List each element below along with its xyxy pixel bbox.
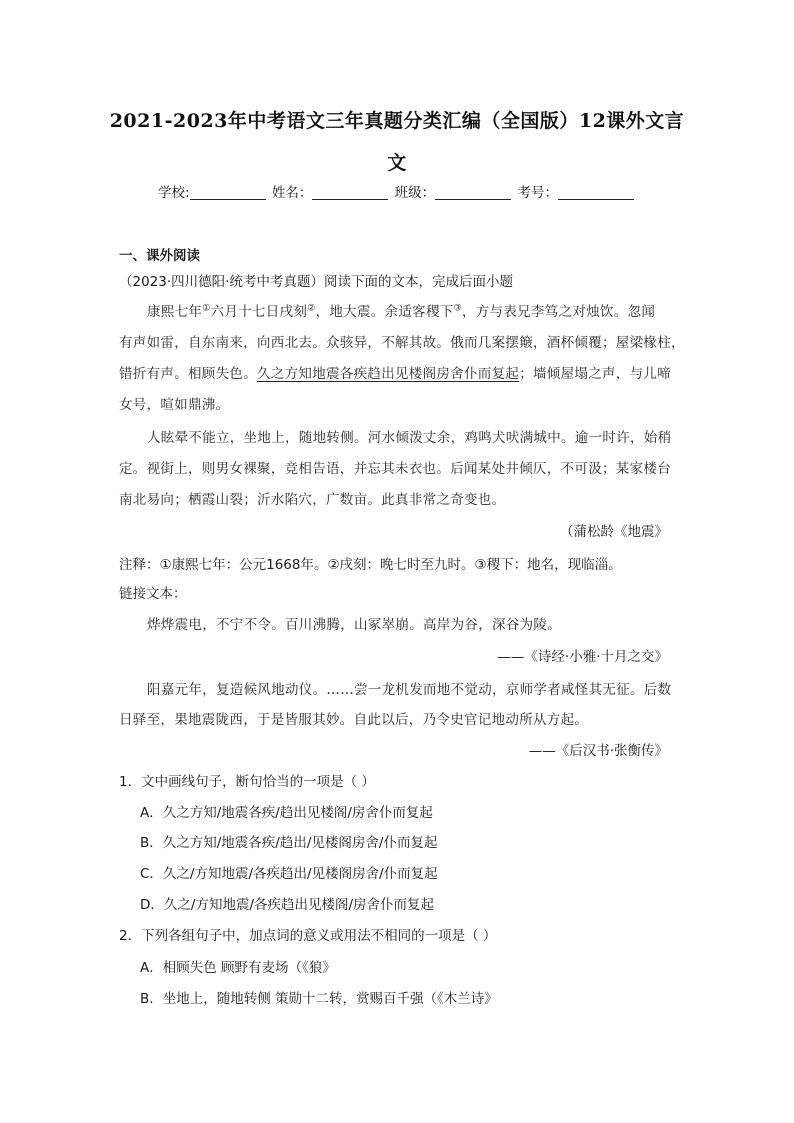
- passage-text: 康熙七年: [147, 304, 203, 320]
- name-blank[interactable]: [312, 185, 388, 200]
- passage-p1-line-3: [119, 362, 671, 382]
- section-heading: 一、课外阅读: [119, 248, 200, 264]
- footnote-marker: ②: [307, 303, 316, 314]
- passage-text: 六月十七日戌刻: [210, 304, 308, 320]
- passage-p1-line-1: [147, 300, 655, 320]
- school-blank[interactable]: [190, 185, 266, 200]
- passage-attribution: （蒲松龄《地震》: [560, 524, 668, 540]
- exam-number-label: 考号：: [517, 185, 558, 201]
- document-title-line-1: 2021-2023年中考语文三年真题分类汇编（全国版）12课外文言: [109, 110, 685, 132]
- student-info-row: [0, 181, 794, 201]
- question-2-stem: 2．下列各组句子中，加点词的意义或用法不相同的一项是（ ）: [119, 928, 497, 944]
- underlined-sentence: 久之方知地震各疾趋出见楼阁房舍仆而复起: [257, 366, 520, 382]
- question-2-option-b[interactable]: B．坐地上，随地转侧 策勋十二转，赏赐百千强（《木兰诗》: [140, 991, 498, 1007]
- question-1-option-c[interactable]: C．久之/方知地震/各疾趋出/见楼阁房舍/仆而复起: [140, 866, 438, 882]
- footnote-marker: ③: [453, 303, 462, 314]
- link-text-label: 链接文本：: [119, 586, 187, 602]
- link-source-2: ——《后汉书·张衡传》: [528, 743, 668, 759]
- passage-p1-line-4: 女号，喧如鼎沸。: [119, 397, 230, 413]
- passage-p2-line-2: 定。视街上，则男女裸聚，竞相告语，并忘其未衣也。后闻某处井倾仄，不可汲；某家楼台: [119, 461, 671, 477]
- exam-number-blank[interactable]: [558, 185, 634, 200]
- passage-text: ；墙倾屋塌之声，与儿啼: [519, 366, 672, 382]
- question-1-option-a[interactable]: A．久之方知/地震各疾/趋出见楼阁/房舍仆而复起: [140, 805, 433, 821]
- question-2-option-a[interactable]: A．相顾失色 顾野有麦场（《狼》: [140, 960, 336, 976]
- notes: 注释：①康熙七年：公元1668年。②戌刻：晚七时至九时。③稷下：地名，现临淄。: [119, 557, 622, 573]
- link-text-1: 烨烨震电，不宁不令。百川沸腾，山冢崒崩。高岸为谷，深谷为陵。: [147, 617, 561, 633]
- passage-text: 错折有声。相顾失色。: [119, 366, 257, 382]
- passage-p1-line-2: 有声如雷，自东南来，向西北去。众骇异，不解其故。俄而几案摆簸，酒杯倾覆；屋梁椽柱，: [119, 335, 685, 351]
- passage-p2-line-3: 南北易向；栖霞山裂；沂水陷穴，广数亩。此真非常之奇变也。: [119, 492, 506, 508]
- class-blank[interactable]: [435, 185, 511, 200]
- document-title-line-2: 文: [387, 152, 407, 174]
- school-label: 学校:: [158, 185, 190, 201]
- passage-text: ，方与表兄李笃之对烛饮。忽闻: [461, 304, 656, 320]
- passage-p2-line-1: 人眩晕不能立，坐地上，随地转侧。河水倾泼丈余，鸡鸣犬吠满城中。逾一时许，始稍: [147, 430, 672, 446]
- footnote-marker: ①: [202, 303, 211, 314]
- passage-text: ，地大震。余适客稷下: [315, 304, 454, 320]
- link-text-2-line-1: 阳嘉元年，复造候风地动仪。……尝一龙机发而地不觉动，京师学者咸怪其无征。后数: [147, 682, 672, 698]
- class-label: 班级：: [394, 185, 436, 201]
- question-1-option-d[interactable]: D．久之/方知地震/各疾趋出见楼阁/房舍仆而复起: [140, 897, 435, 913]
- name-label: 姓名：: [271, 185, 313, 201]
- question-1-option-b[interactable]: B．久之方知/地震各疾/趋出/见楼阁房舍/仆而复起: [140, 835, 438, 851]
- link-source-1: ——《诗经·小雅·十月之交》: [497, 649, 668, 665]
- question-1-stem: 1．文中画线句子，断句恰当的一项是（ ）: [119, 774, 375, 790]
- section-source: （2023·四川德阳·统考中考真题）阅读下面的文本，完成后面小题: [119, 274, 513, 290]
- link-text-2-line-2: 日驿至，果地震陇西，于是皆服其妙。自此以后，乃令史官记地动所从方起。: [119, 712, 589, 728]
